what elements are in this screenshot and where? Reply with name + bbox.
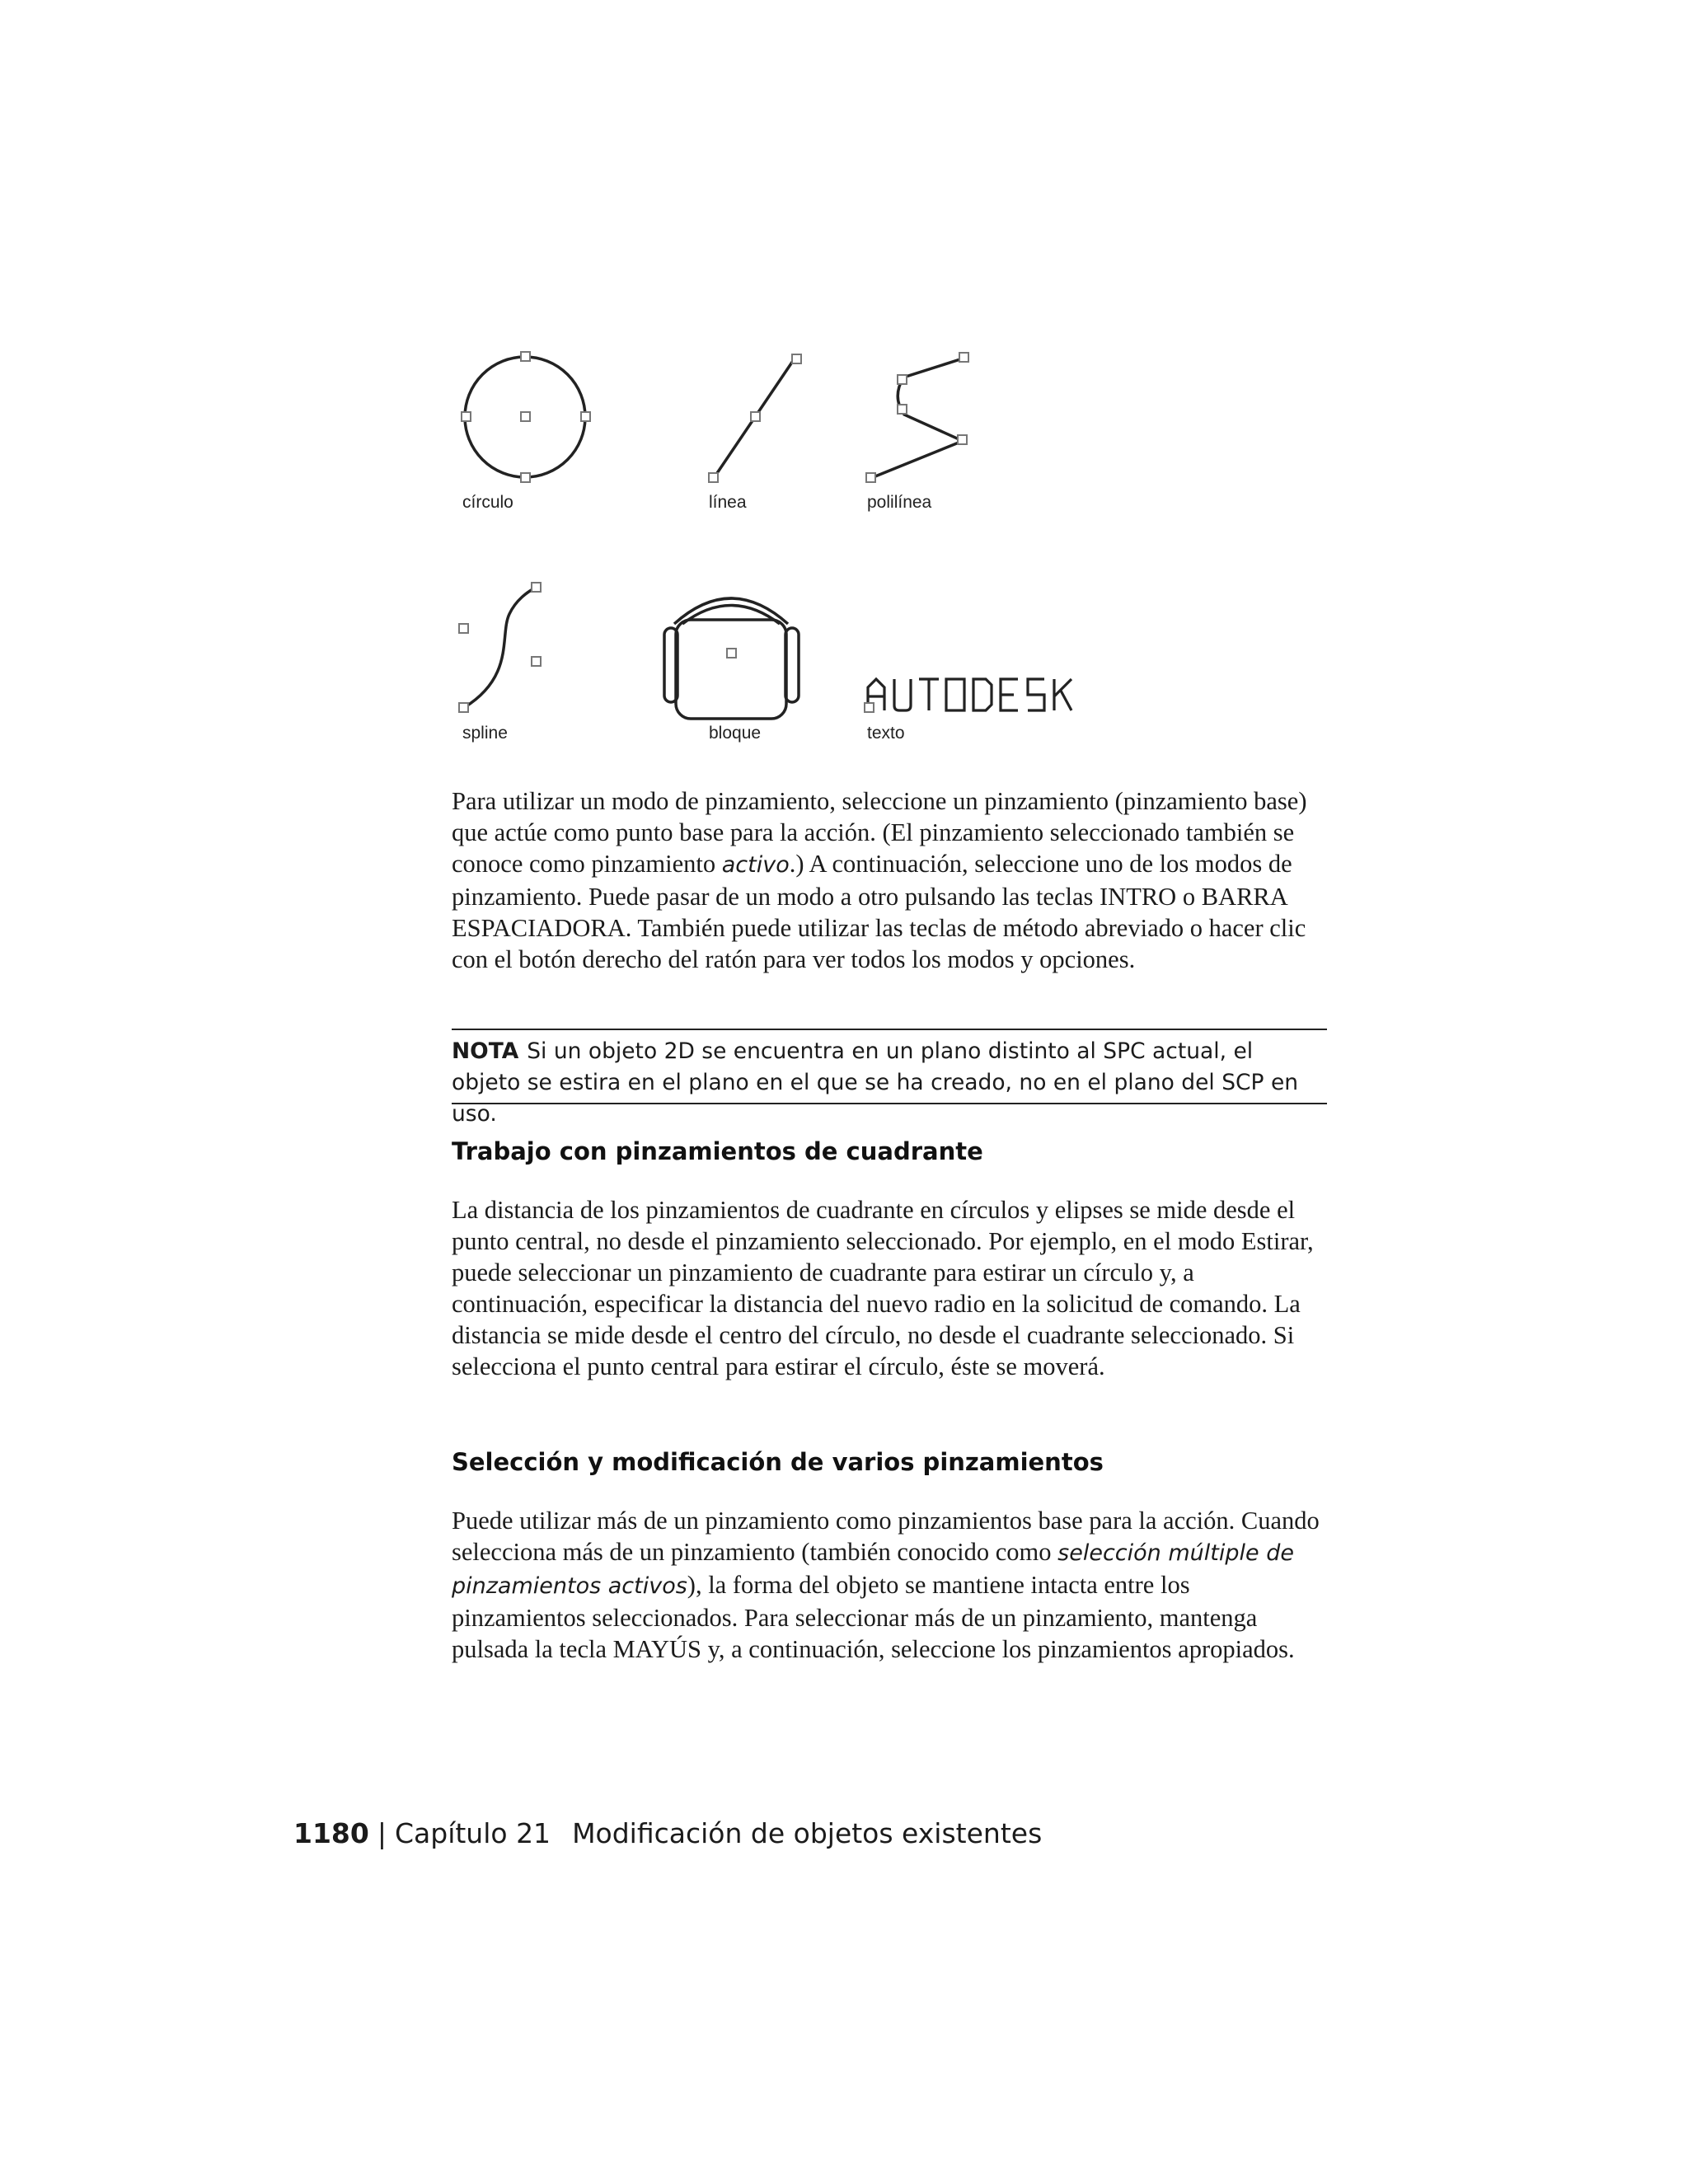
spline-object xyxy=(465,588,536,707)
label-text: texto xyxy=(867,724,905,743)
label-line: línea xyxy=(709,493,747,512)
page-number: 1180 xyxy=(293,1817,369,1849)
label-polyline: polilínea xyxy=(867,493,932,512)
chapter-title: Modificación de objetos existentes xyxy=(572,1817,1043,1849)
paragraph-multiple-grips: Puede utilizar más de un pinzamiento como pinzamientos base para la acción. Cuando selecciona más de un pinzamiento (también conocido como selección múltiple de pinzamientos activos), la forma del objeto se mantiene intacta entre los pinzamientos seleccionados. Para seleccionar más de un pinzamiento, mantenga pulsada la tecla MAYÚS y, a continuación, seleccione los pinzamientos apropiados. xyxy=(452,1507,1320,1663)
note-rule-bottom xyxy=(452,1103,1327,1104)
label-block: bloque xyxy=(709,724,762,743)
paragraph-grip-modes: Para utilizar un modo de pinzamiento, seleccione un pinzamiento (pinzamiento base) que actúe como punto base para la acción. (El pinzamiento seleccionado también se conoce como pinzamiento activo.) A continuación, seleccione uno de los modos de pinzamiento. Puede pasar de un modo a otro pulsando las teclas INTRO o BARRA ESPACIADORA. También puede utilizar las teclas de método abreviado o hacer clic con el botón derecho del ratón para ver todos los modos y opciones. xyxy=(452,787,1307,973)
footer-separator: | xyxy=(377,1817,387,1849)
label-spline: spline xyxy=(462,724,508,743)
note-text: Si un objeto 2D se encuentra en un plano distinto al SPC actual, el objeto se estira en el plano en el que se ha creado, no en el plano del SCP en uso. xyxy=(452,1038,1299,1127)
page-footer xyxy=(293,1817,1042,1849)
heading-quadrant-grips: Trabajo con pinzamientos de cuadrante xyxy=(452,1137,983,1165)
chapter-number: Capítulo 21 xyxy=(394,1817,551,1849)
text-object xyxy=(868,679,1071,710)
note-block xyxy=(452,1036,1327,1130)
grips-illustration xyxy=(0,0,1688,791)
note-rule-top xyxy=(452,1029,1327,1030)
heading-multiple-grips: Selección y modificación de varios pinzamientos xyxy=(452,1448,1104,1476)
label-circle: círculo xyxy=(462,493,513,512)
paragraph-quadrant-grips: La distancia de los pinzamientos de cuadrante en círculos y elipses se mide desde el punto central, no desde el pinzamiento seleccionado. Por ejemplo, en el modo Estirar, puede seleccionar un pinzamiento de cuadrante para estirar un círculo y, a continuación, especificar la distancia del nuevo radio en la solicitud de comando. La distancia se mide desde el centro del círculo, no desde el cuadrante seleccionado. Si selecciona el punto central para estirar el círculo, éste se moverá. xyxy=(452,1196,1314,1380)
note-label: NOTA xyxy=(452,1038,519,1064)
grip-boxes xyxy=(459,352,968,712)
polyline-object xyxy=(871,359,963,478)
